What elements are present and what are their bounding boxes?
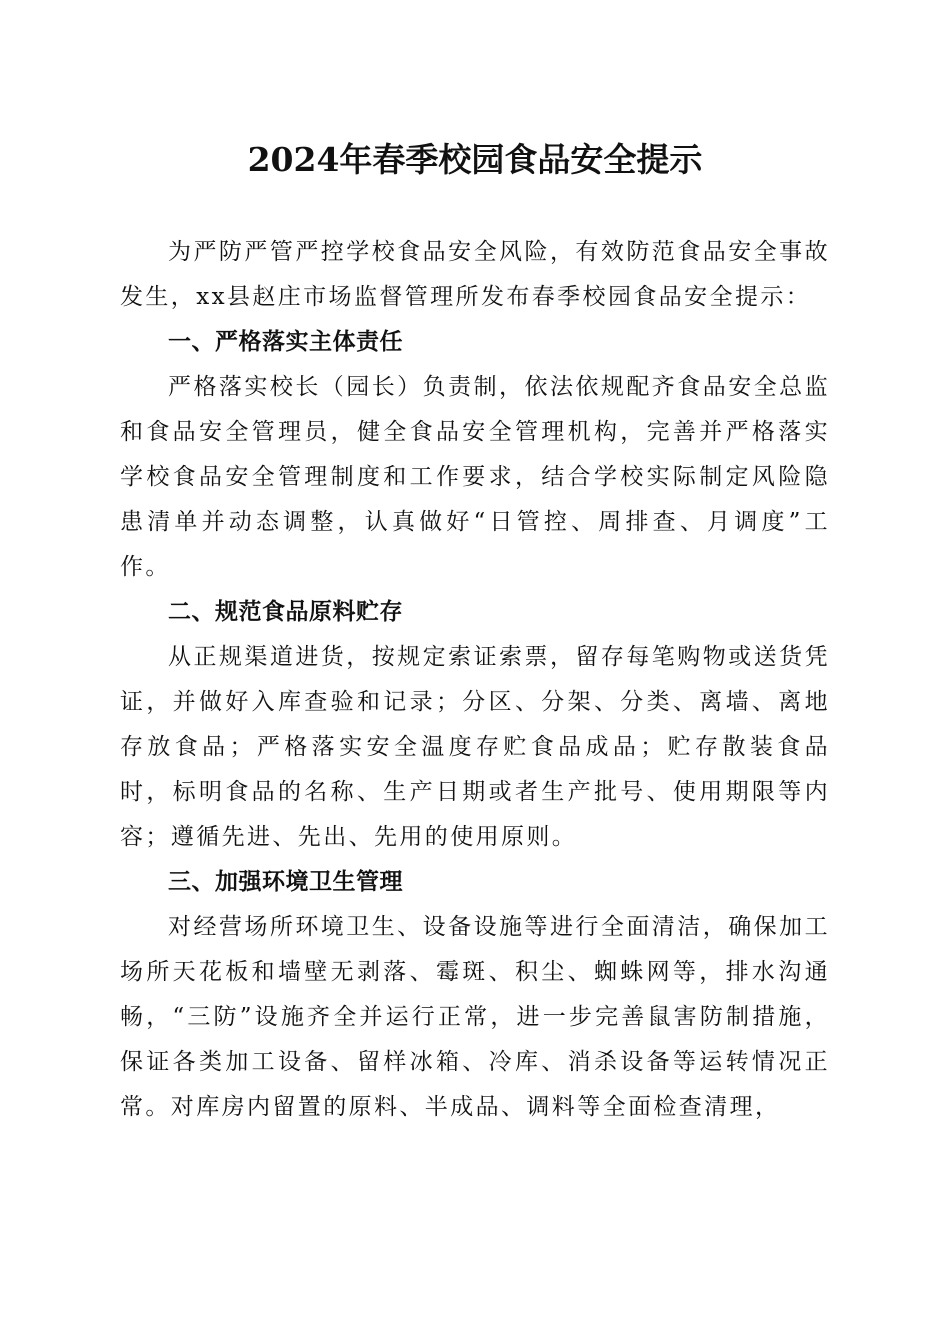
section-paragraph-3: 对经营场所环境卫生、设备设施等进行全面清洁，确保加工场所天花板和墙壁无剥落、霉斑、积尘、蜘蛛网等，排水沟通畅，“三防”设施齐全并运行正常，进一步完善鼠害防制措施，保证各类加工设备、留样冰箱、冷库、消杀设备等运转情况正常。对库房内留置的原料、半成品、调料等全面检查清理， xyxy=(120,914,830,1120)
section-paragraph-2: 从正规渠道进货，按规定索证索票，留存每笔购物或送货凭证，并做好入库查验和记录；分区、分架、分类、离墙、离地存放食品；严格落实安全温度存贮食品成品；贮存散装食品时，标明食品的名称、生产日期或者生产批号、使用期限等内容；遵循先进、先出、先用的使用原则。 xyxy=(120,644,830,850)
document-title: 2024年春季校园食品安全提示 xyxy=(247,140,703,179)
section-heading-1: 一、严格落实主体责任 xyxy=(168,329,403,355)
section-paragraph-1: 严格落实校长（园长）负责制，依法依规配齐食品安全总监和食品安全管理员，健全食品安全管理机构，完善并严格落实学校食品安全管理制度和工作要求，结合学校实际制定风险隐患清单并动态调整，认真做好“日管控、周排查、月调度”工作。 xyxy=(120,374,830,580)
intro-paragraph: 为严防严管严控学校食品安全风险，有效防范食品安全事故发生，xx县赵庄市场监督管理所发布春季校园食品安全提示： xyxy=(120,239,830,310)
section-heading-3: 三、加强环境卫生管理 xyxy=(168,869,403,895)
section-heading-2: 二、规范食品原料贮存 xyxy=(168,599,403,625)
document-body xyxy=(120,230,830,1130)
